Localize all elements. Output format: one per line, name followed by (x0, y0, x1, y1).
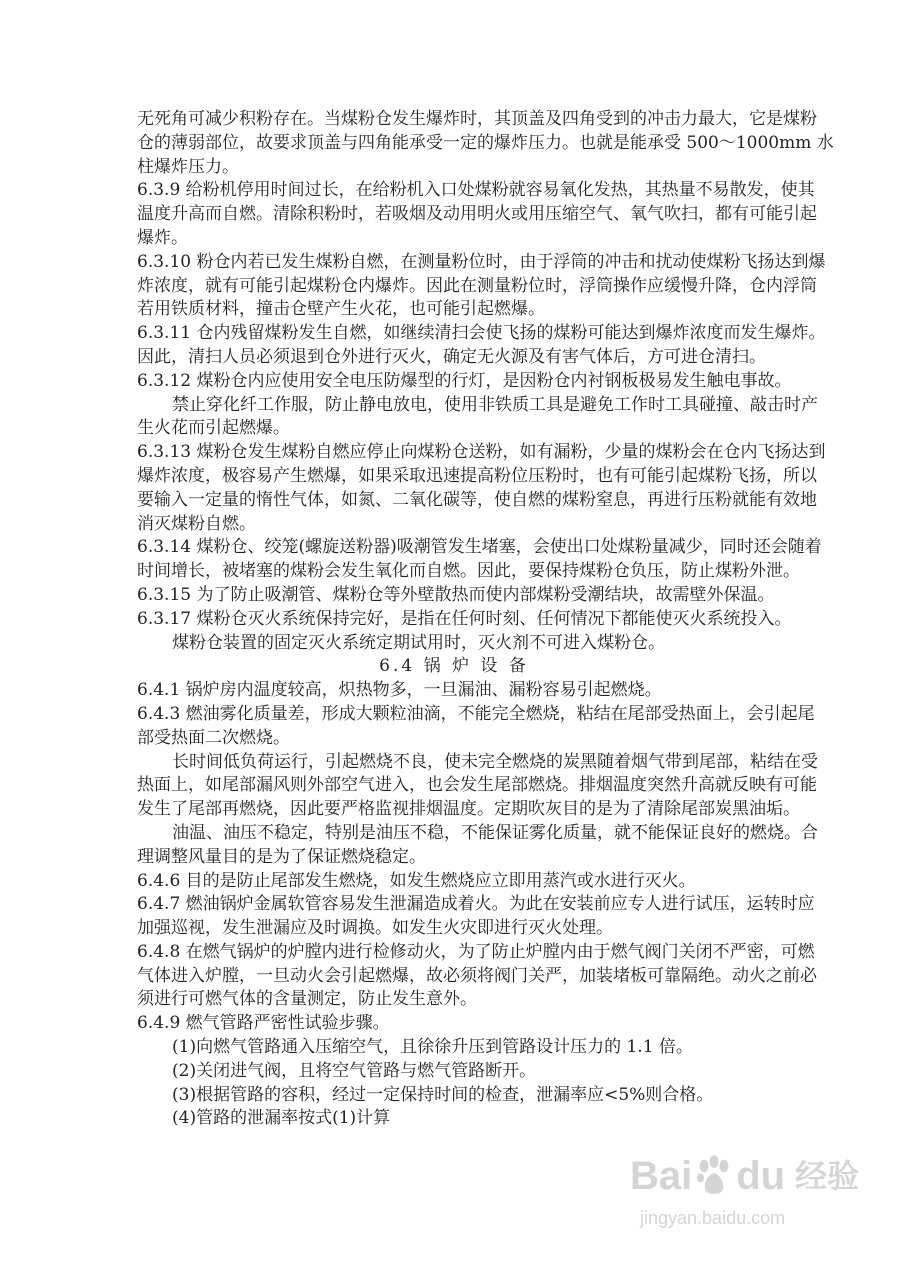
text-line: 6.4.3 燃油雾化质量差，形成大颗粒油滴，不能完全燃烧，粘结在尾部受热面上，会引起尾 (137, 703, 815, 724)
text-line: (1)向燃气管路通入压缩空气，且徐徐升压到管路设计压力的 1.1 倍。 (172, 1037, 693, 1058)
paragraph (137, 370, 792, 394)
text-line: 温度升高而自燃。清除积粉时，若吸烟及动用明火或用压缩空气、氧气吹扫，都有可能引起 (137, 204, 817, 225)
paragraph (137, 322, 826, 370)
text-line: 消灭煤粉自燃。 (137, 513, 256, 534)
text-line: 炸浓度，就有可能引起煤粉仓内爆炸。因此在测量粉位时，浮筒操作应缓慢升降，仓内浮筒 (137, 275, 817, 296)
text-line: 6.4.1 锅炉房内温度较高，炽热物多，一旦漏油、漏粉容易引起燃烧。 (137, 680, 662, 701)
paragraph (137, 632, 771, 656)
paragraph (137, 941, 817, 1012)
paragraph (137, 703, 815, 751)
text-line: 若用铁质材料，撞击仓壁产生火花，也可能引起燃爆。 (137, 299, 545, 320)
text-line: 6.3.13 煤粉仓发生煤粉自燃应停止向煤粉仓送粉，如有漏粉，少量的煤粉会在仓内飞扬达到 (137, 442, 826, 463)
text-line: 长时间低负荷运行，引起燃烧不良，使未完全燃烧的炭黑随着烟气带到尾部，粘结在受 (172, 751, 818, 772)
text-line: 6.3.15 为了防止吸潮管、煤粉仓等外壁散热而使内部煤粉受潮结块，故需壁外保温。 (137, 584, 775, 605)
text-line: 部受热面二次燃烧。 (137, 727, 290, 748)
section-heading (137, 655, 771, 679)
text-line: 发生了尾部再燃烧，因此要严格监视排烟温度。定期吹灰目的是为了清除尾部炭黑油垢。 (137, 799, 800, 820)
text-line: (4)管路的泄漏率按式(1)计算 (172, 1108, 391, 1129)
text-line: 禁止穿化纤工作服，防止静电放电，使用非铁质工具是避免工作时工具碰撞、敲击时产 (172, 394, 818, 415)
text-line: 6.3.12 煤粉仓内应使用安全电压防爆型的行灯，是因粉仓内衬钢板极易发生触电事故。 (137, 370, 792, 391)
paragraph (137, 608, 792, 632)
text-line: 气体进入炉膛，一旦动火会引起燃爆，故必须将阀门关严，加装堵板可靠隔绝。动火之前必 (137, 965, 817, 986)
paw-icon (696, 1155, 732, 1197)
paragraph (137, 584, 775, 608)
text-line: 要输入一定量的惰性气体，如氮、二氧化碳等，使自燃的煤粉窒息，再进行压粉就能有效地 (137, 489, 817, 510)
paragraph (137, 1084, 771, 1108)
paragraph (137, 870, 771, 894)
watermark-url: jingyan.baidu.com (640, 1208, 786, 1228)
text-line: 6.4.9 燃气管路严密性试验步骤。 (137, 1013, 390, 1034)
paragraph (137, 251, 826, 322)
paragraph (137, 822, 818, 870)
paragraph (137, 394, 818, 442)
watermark-logo-row (630, 1150, 890, 1202)
paragraph (137, 179, 817, 250)
text-line: 爆炸。 (137, 227, 188, 248)
baidu-jingyan-watermark (630, 1150, 890, 1240)
paragraph (137, 441, 826, 536)
text-line: 6.4.6 目的是防止尾部发生燃烧，如发生燃烧应立即用蒸汽或水进行灭火。 (137, 870, 696, 891)
text-line: 6.4 锅 炉 设 备 (379, 656, 529, 677)
text-line: 柱爆炸压力。 (137, 156, 239, 177)
paragraph (137, 751, 818, 822)
paragraph (137, 1036, 771, 1060)
text-line: 爆炸浓度，极容易产生燃爆，如果采取迅速提高粉位压粉时，也有可能引起煤粉飞扬，所以 (137, 465, 817, 486)
paragraph (137, 1107, 771, 1131)
text-line: 煤粉仓装置的固定灭火系统定期试用时，灭火剂不可进入煤粉仓。 (172, 632, 665, 653)
text-line: 因此，清扫人员必须退到仓外进行灭火，确定无火源及有害气体后，方可进仓清扫。 (137, 346, 766, 367)
paragraph (137, 1012, 771, 1036)
text-line: 6.3.9 给粉机停用时间过长，在给粉机入口处煤粉就容易氧化发热，其热量不易散发，使其 (137, 180, 815, 201)
paragraph (137, 1060, 771, 1084)
watermark-brand-left: Bai (630, 1154, 693, 1198)
text-line: 加强巡视，发生泄漏应及时调换。如发生火灾即进行灭火处理。 (137, 918, 613, 939)
text-line: 6.3.17 煤粉仓灭火系统保持完好，是指在任何时刻、任何情况下都能使灭火系统投入。 (137, 608, 792, 629)
text-line: 6.3.11 仓内残留煤粉发生自燃，如继续清扫会使飞扬的煤粉可能达到爆炸浓度而发生爆炸。 (137, 323, 826, 344)
text-line: 仓的薄弱部位，故要求顶盖与四角能承受一定的爆炸压力。也就是能承受 500～1000mm 水 (137, 132, 834, 153)
paragraph (137, 108, 834, 179)
text-line: 时间增长，被堵塞的煤粉会发生氧化而自燃。因此，要保持煤粉仓负压，防止煤粉外泄。 (137, 561, 800, 582)
text-line: (2)关闭进气阀，且将空气管路与燃气管路断开。 (172, 1060, 537, 1081)
text-line: 6.4.7 燃油锅炉金属软管容易发生泄漏造成着火。为此在安装前应专人进行试压，运转时应 (137, 894, 815, 915)
text-line: 油温、油压不稳定，特别是油压不稳，不能保证雾化质量，就不能保证良好的燃烧。合 (172, 822, 818, 843)
paragraph (137, 893, 815, 941)
text-line: 无死角可减少积粉存在。当煤粉仓发生爆炸时，其顶盖及四角受到的冲击力最大，它是煤粉 (137, 109, 817, 129)
paragraph (137, 679, 771, 703)
text-line: 理调整风量目的是为了保证燃烧稳定。 (137, 846, 426, 867)
text-line: 6.4.8 在燃气锅炉的炉膛内进行检修动火，为了防止炉膛内由于燃气阀门关闭不严密，可燃 (137, 941, 815, 962)
text-line: 生火花而引起燃爆。 (137, 418, 290, 439)
text-line: 6.3.14 煤粉仓、绞笼(螺旋送粉器)吸潮管发生堵塞，会使出口处煤粉量减少，同时还会随着 (137, 537, 822, 558)
text-line: 须进行可燃气体的含量测定，防止发生意外。 (137, 989, 477, 1010)
paragraph (137, 536, 822, 584)
watermark-jingyan: 经验 (795, 1158, 860, 1194)
text-line: 热面上，如尾部漏风则外部空气进入，也会发生尾部燃烧。排烟温度突然升高就反映有可能 (137, 775, 817, 796)
text-line: 6.3.10 粉仓内若已发生煤粉自燃，在测量粉位时，由于浮筒的冲击和扰动使煤粉飞扬达到爆 (137, 251, 826, 272)
document-body (137, 108, 834, 1131)
watermark-brand-right: du (736, 1154, 786, 1198)
text-line: (3)根据管路的容积，经过一定保持时间的检查，泄漏率应<5%则合格。 (172, 1084, 714, 1105)
